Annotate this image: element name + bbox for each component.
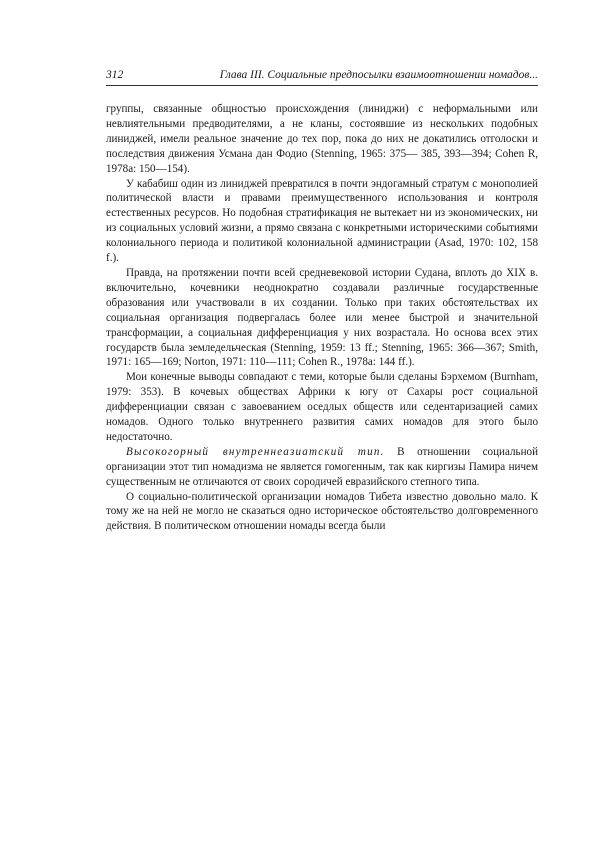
section-heading: Высокогорный внутреннеазиатский тип.	[126, 445, 385, 458]
running-header	[106, 68, 538, 86]
section-text: В отношении социальной организации этот тип номадизма не является гомогенным, так как киргизы Памира ничем существенным не отличаются от своих сородичей евразийского степного типа.	[106, 445, 539, 488]
paragraph-4: Мои конечные выводы совпадают с теми, которые были сделаны Бэрхемом (Burnham, 1979: 353). В кочевых обществах Африки к югу от Сахары рост социальной дифференциации связан с завоеванием оседлых обществ или седентаризацией самих номадов. Одного только внутреннего развития самих номадов для этого было недостаточно.	[106, 371, 538, 443]
section-paragraph	[106, 445, 538, 490]
closing-paragraph: О социально-политической организации номадов Тибета известно довольно мало. К тому же на ней не могло не сказаться одно историческое обстоятельство долговременного действия. В политическом отношении номады всегда были	[106, 490, 538, 533]
book-page	[106, 68, 538, 534]
running-title: Глава III. Социальные предпосылки взаимоотношении номадов...	[219, 69, 538, 81]
paragraph-1: группы, связанные общностью происхождения (линиджи) с неформальными или невлиятельными предводителями, а не кланы, состоявшие из нескольких подобных линиджей, имели реальное значение до тех пор, пока до них не докатились отголоски и последствия движения Усмана дан Фодио (Stenning, 1965: 375— 385, 393—394; Cohen R, 1978a: 150—154).	[106, 103, 538, 175]
body-text	[106, 102, 538, 534]
paragraph-3: Правда, на протяжении почти всей средневековой истории Судана, вплоть до XIX в. включительно, кочевники неоднократно создавали различные государственные образования или участвовали в их создании. Только при таких обстоятельствах их социальная организация подвергалась более или менее быстрой и значительной трансформации, а социальная дифференциация у них возрастала. Но основа всех этих государств была земледельческая (Stenning, 1959: 13 ff.; Stenning, 1965: 366—367; Smith, 1971: 165—169; Norton, 1971: 110—111; Cohen R., 1978a: 144 ff.).	[106, 266, 538, 369]
paragraph-2: У кабабиш один из линиджей превратился в почти эндогамный стратум с монополией политической власти и правами преимущественного использования и контроля естественных ресурсов. Но подобная стратификация не вытекает ни из экономических, ни из социальных условий жизни, а прямо связана с конкретными историческими событиями колониального периода и политикой колониальной администрации (Asad, 1970: 102, 158 f.).	[106, 177, 538, 265]
page-number: 312	[106, 69, 124, 81]
